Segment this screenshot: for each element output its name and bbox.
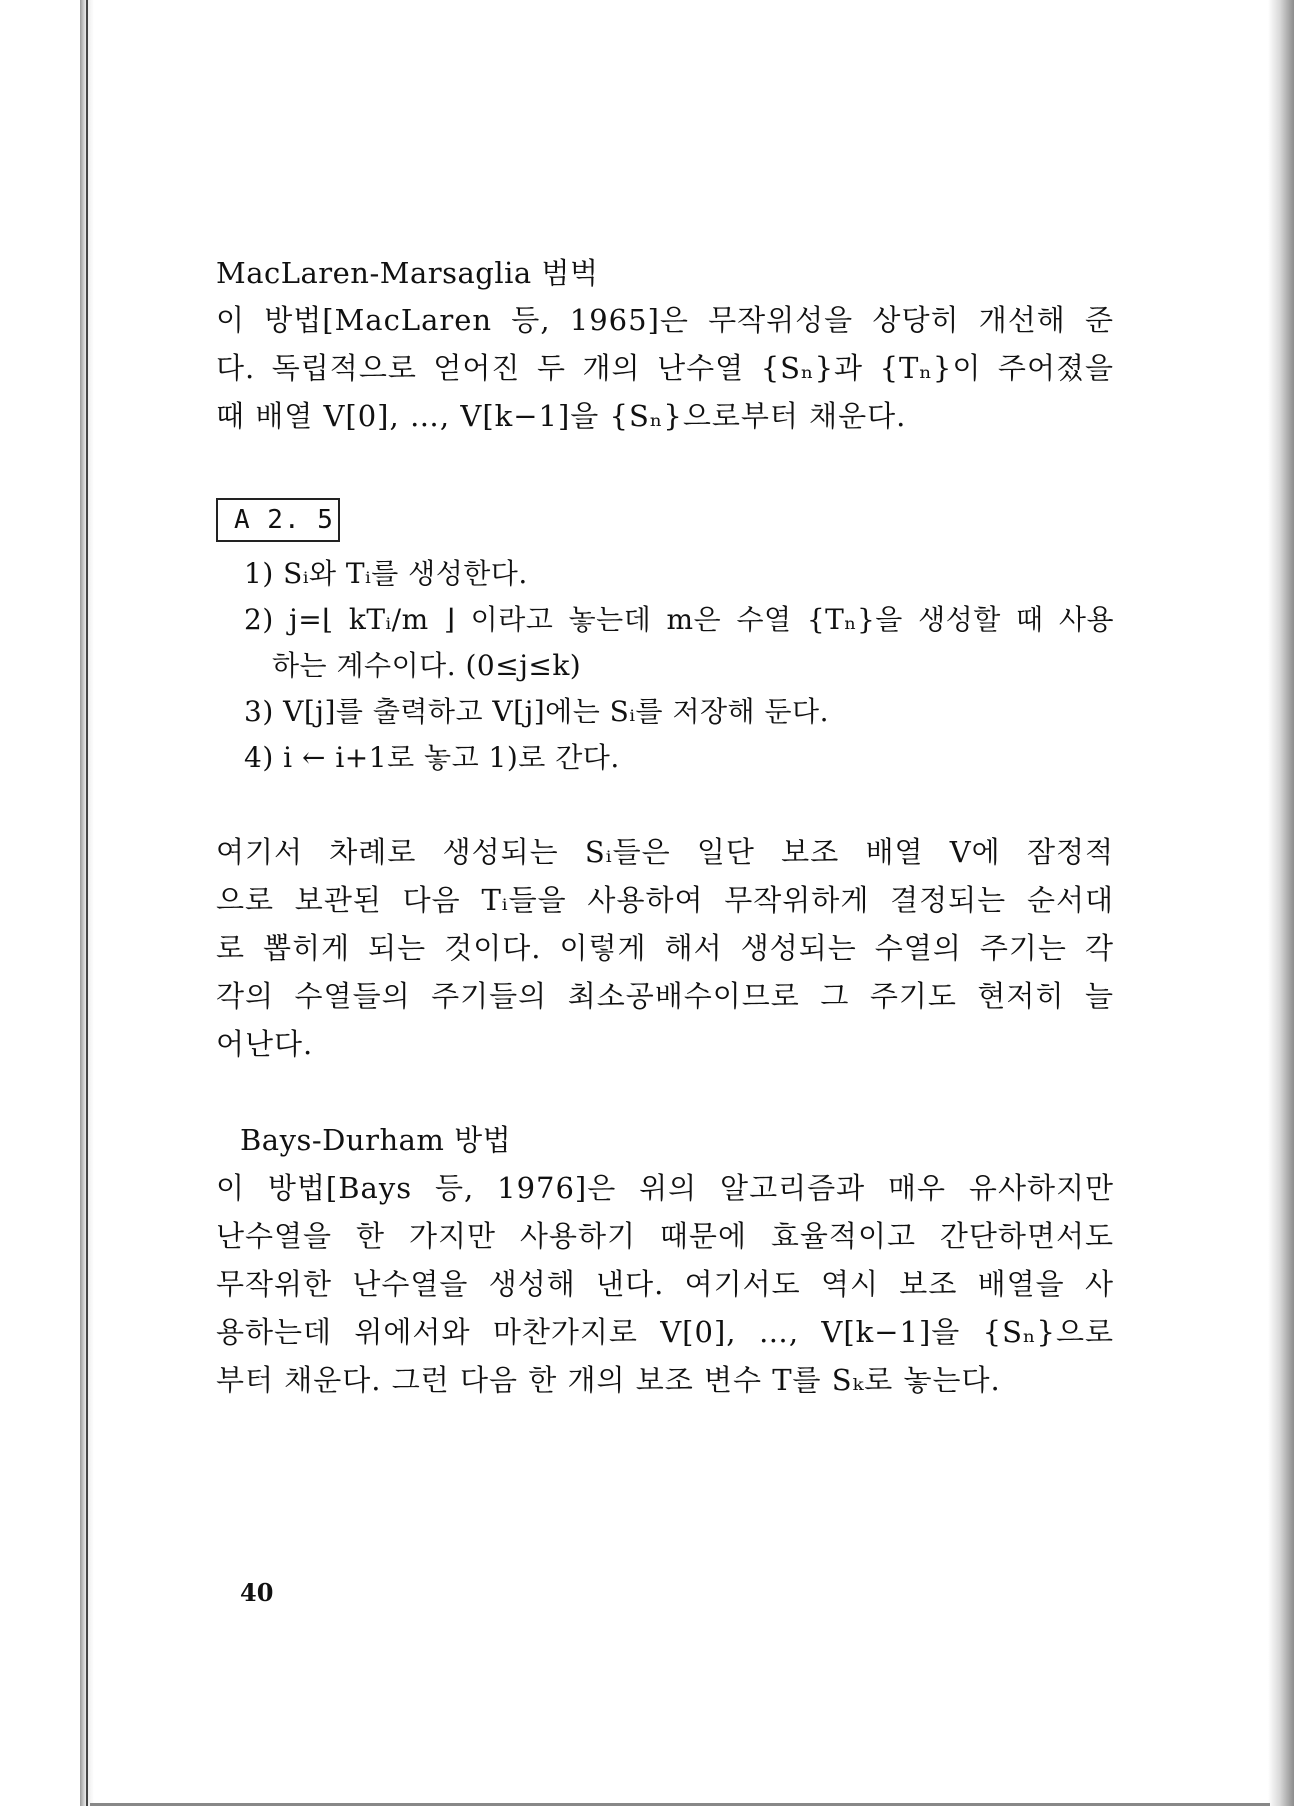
algorithm-step-2: 2) j=⌊ kTᵢ/m ⌋ 이라고 놓는데 m은 수열 {Tₙ}을 생성할 때 사용 bbox=[244, 603, 1114, 636]
paragraph-line: 어난다. bbox=[216, 1027, 314, 1061]
algorithm-step-1: 1) Sᵢ와 Tᵢ를 생성한다. bbox=[244, 557, 528, 590]
paragraph-line: 무작위한 난수열을 생성해 낸다. 여기서도 역시 보조 배열을 사 bbox=[216, 1267, 1114, 1301]
paragraph-line: 로 뽑히게 되는 것이다. 이렇게 해서 생성되는 수열의 주기는 각 bbox=[216, 931, 1114, 965]
page-binding-edge bbox=[80, 0, 94, 1806]
algorithm-step-2-cont: 하는 계수이다. (0≤j≤k) bbox=[272, 649, 582, 682]
paragraph-line: 다. 독립적으로 얻어진 두 개의 난수열 {Sₙ}과 {Tₙ}이 주어졌을 bbox=[216, 351, 1114, 385]
algorithm-label: A 2. 5 bbox=[234, 505, 334, 535]
page-number: 40 bbox=[240, 1578, 274, 1607]
paragraph-line: 부터 채운다. 그런 다음 한 개의 보조 변수 T를 Sₖ로 놓는다. bbox=[216, 1363, 1001, 1397]
paragraph-line: 이 방법[MacLaren 등, 1965]은 무작위성을 상당히 개선해 준 bbox=[216, 303, 1114, 337]
paragraph-line: 각의 수열들의 주기들의 최소공배수이므로 그 주기도 현저히 늘 bbox=[216, 979, 1114, 1013]
paragraph-line: 난수열을 한 가지만 사용하기 때문에 효율적이고 간단하면서도 bbox=[216, 1219, 1114, 1253]
page-right-edge bbox=[1268, 0, 1294, 1806]
paragraph-line: 용하는데 위에서와 마찬가지로 V[0], …, V[k−1]을 {Sₙ}으로 bbox=[216, 1315, 1114, 1349]
paragraph-line: 여기서 차례로 생성되는 Sᵢ들은 일단 보조 배열 V에 잠정적 bbox=[216, 835, 1114, 869]
algorithm-label-box bbox=[216, 498, 340, 542]
algorithm-step-3: 3) V[j]를 출력하고 V[j]에는 Sᵢ를 저장해 둔다. bbox=[244, 695, 829, 728]
paragraph-line: 으로 보관된 다음 Tᵢ들을 사용하여 무작위하게 결정되는 순서대 bbox=[216, 883, 1114, 917]
paragraph-line: 이 방법[Bays 등, 1976]은 위의 알고리즘과 매우 유사하지만 bbox=[216, 1171, 1114, 1205]
section-heading-bays-durham: Bays-Durham 방법 bbox=[240, 1123, 512, 1157]
section-heading-maclaren: MacLaren-Marsaglia 범벅 bbox=[216, 256, 599, 290]
algorithm-step-4: 4) i ← i+1로 놓고 1)로 간다. bbox=[244, 741, 620, 774]
paragraph-line: 때 배열 V[0], …, V[k−1]을 {Sₙ}으로부터 채운다. bbox=[216, 399, 907, 433]
